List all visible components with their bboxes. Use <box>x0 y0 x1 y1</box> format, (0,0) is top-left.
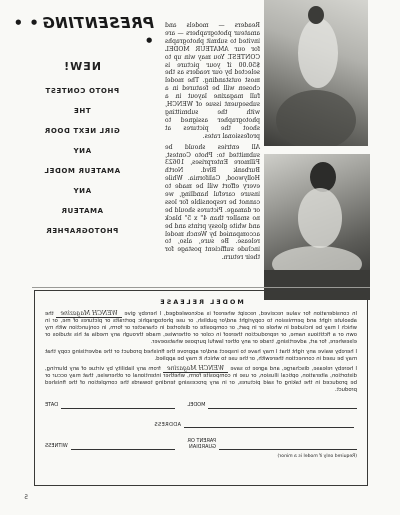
minor-note: (Required only if model is a minor) <box>277 454 357 460</box>
headline-new: NEW! <box>63 60 101 73</box>
presenting-dots: • • • <box>13 14 154 50</box>
presenting-heading <box>4 14 154 50</box>
section-divider <box>32 287 370 288</box>
address-field[interactable] <box>184 427 354 428</box>
witness-label: WITNESS <box>45 443 68 450</box>
headline-line: THE <box>73 107 91 115</box>
headline-line: PHOTOGRAPHER <box>45 227 119 235</box>
headline-line: AMATEUR <box>60 207 104 215</box>
headline-line: GIRL NEXT DOOR <box>44 127 120 135</box>
page-number: 5 <box>24 494 28 501</box>
photo-model-bottom <box>264 154 370 300</box>
release-paragraph-1: In consideration for value received, receipt whereof is acknowledged, I hereby give WENCH Magazine the absolute right and permission to copyright and/or publish, or use photographic portraits or pictures of me, or in which I may be included in whole or in part, or composite or distorted in character or form, in conjunction with my own or a fictitious name, or reproduction thereof in color or otherwise, made through any media at his studios or elsewhere, for art, advertising, trade or any other lawful purpose whatsoever. <box>44 310 357 346</box>
signature-row-date-model <box>45 402 357 409</box>
address-label: ADDRESS <box>154 422 181 429</box>
headline-line: AMATEUR MODEL <box>43 167 121 175</box>
contest-body-text <box>165 22 260 262</box>
signature-row-address <box>45 419 357 429</box>
parent-guardian-label: PARENT OR GUARDIAN <box>187 438 216 450</box>
body-paragraph: Readers — models and amateur photographers — are invited to submit photographs for our AMATEUR MODEL CONTEST. You may win up to $50.00 if your picture is selected by our readers as the most outstanding. The model chosen will be featured in a full magazine layout in a subsequent issue of WENCH, with the submitting photographer assigned to shoot the pictures at professional rates. <box>165 22 260 140</box>
headline-line: ANY <box>72 147 92 155</box>
release-paragraph-2: I hereby waive any right that I may have to inspect and/or approve the finished product or the advertising copy that may be used in connection therewith, or the use to which it may be applied. <box>45 348 357 362</box>
photo-model-top <box>264 0 368 146</box>
headline-line: PHOTO CONTEST <box>44 87 120 95</box>
model-release-form <box>34 290 368 486</box>
guardian-field[interactable] <box>219 449 357 450</box>
presenting-label: PRESENTING <box>41 14 154 32</box>
date-label: DATE <box>45 402 59 409</box>
contest-headline <box>22 60 142 290</box>
handwritten-releasee: WENCH Magazine <box>163 365 228 373</box>
handwritten-grantee: WENCH Magazine <box>56 310 121 318</box>
release-paragraph-3: I hereby release, discharge, and agree to save WENCH Magazine from any liability by virtue of any blurring, distortion, alteration, optical illusion, or use in composite form, whether intentional or otherwise, that may occur or be produced in the taking of said pictures, or in any processing tending towards the completion of the finished product. <box>44 364 357 394</box>
model-label: MODEL <box>187 402 206 409</box>
body-paragraph: All entries should be submitted to: Photo Contest, Fillmore Enterprises, 10623 Burbank Blvd. North Hollywood, California. While every effort will be made to insure careful handling, we cannot be responsible for loss or damage. Pictures should be no smaller than 4" x 5" black and white glossy prints and be accompanied by Wench model release. Be sure, also, to include sufficient postage for their return. <box>165 143 260 262</box>
signature-row-guardian-witness <box>45 439 357 450</box>
release-title: MODEL RELEASE <box>158 298 244 306</box>
witness-field[interactable] <box>71 449 176 450</box>
headline-line: ANY <box>72 187 92 195</box>
